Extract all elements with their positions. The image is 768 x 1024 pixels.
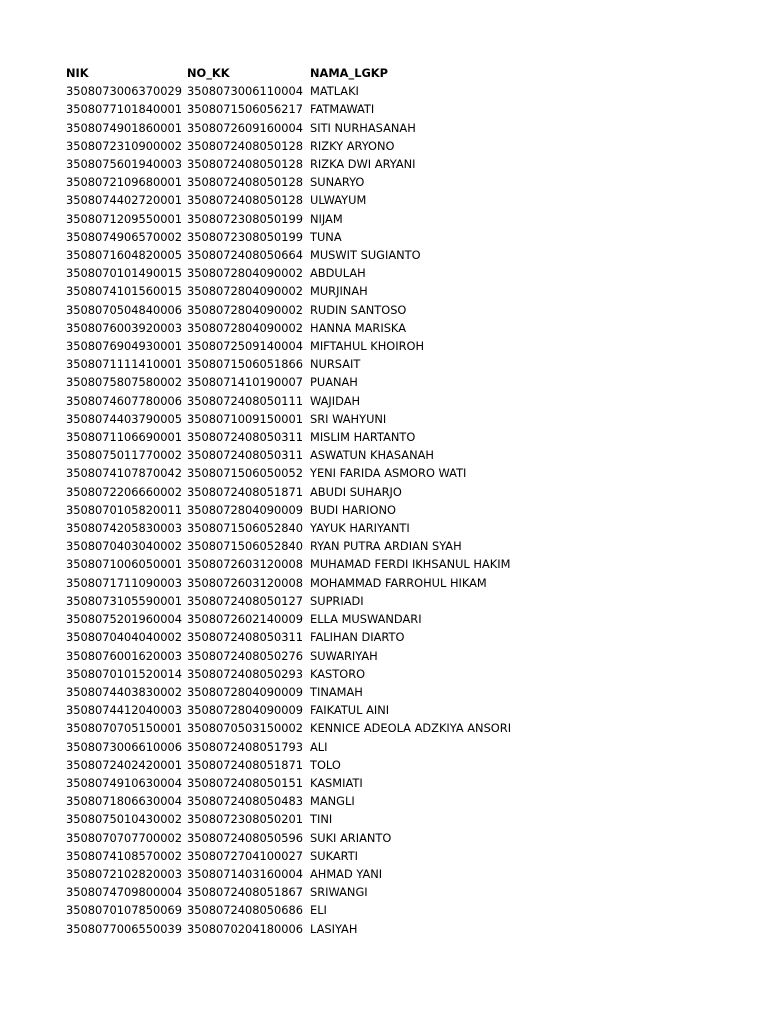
cell-nik: 3508070101520014 xyxy=(66,666,182,681)
cell-nama-lgkp: SUPRIADI xyxy=(310,593,364,608)
cell-nama-lgkp: MOHAMMAD FARROHUL HIKAM xyxy=(310,575,487,590)
table-row xyxy=(66,665,570,683)
table-row xyxy=(66,100,570,118)
cell-no-kk: 3508072408050128 xyxy=(187,157,303,172)
table-row xyxy=(66,428,570,446)
cell-nama-lgkp: ASWATUN KHASANAH xyxy=(310,448,434,463)
cell-nama-lgkp: TOLO xyxy=(310,757,341,772)
cell-nama-lgkp: MURJINAH xyxy=(310,284,368,299)
cell-nama-lgkp: MATLAKI xyxy=(310,84,359,99)
cell-nik: 3508071209550001 xyxy=(66,211,182,226)
table-row xyxy=(66,210,570,228)
cell-no-kk: 3508072704100027 xyxy=(187,848,303,863)
table-body xyxy=(66,82,570,938)
cell-nik: 3508075807580002 xyxy=(66,375,182,390)
cell-nik: 3508074402720001 xyxy=(66,193,182,208)
cell-no-kk: 3508072408051867 xyxy=(187,885,303,900)
cell-nama-lgkp: ABDULAH xyxy=(310,266,366,281)
cell-nik: 3508074906570002 xyxy=(66,229,182,244)
cell-nik: 3508070105820011 xyxy=(66,502,182,517)
cell-nama-lgkp: MIFTAHUL KHOIROH xyxy=(310,339,425,354)
cell-nama-lgkp: KENNICE ADEOLA ADZKIYA ANSORI xyxy=(310,721,512,736)
cell-no-kk: 3508072408050311 xyxy=(187,630,303,645)
cell-no-kk: 3508072408050311 xyxy=(187,448,303,463)
cell-no-kk: 3508071506052840 xyxy=(187,539,303,554)
cell-nama-lgkp: LASIYAH xyxy=(310,921,358,936)
cell-nik: 3508075010430002 xyxy=(66,812,182,827)
cell-nik: 3508074607780006 xyxy=(66,393,182,408)
table-row xyxy=(66,119,570,137)
cell-nama-lgkp: ELI xyxy=(310,903,327,918)
cell-nama-lgkp: KASTORO xyxy=(310,666,366,681)
cell-nik: 3508074108570002 xyxy=(66,848,182,863)
cell-nama-lgkp: RYAN PUTRA ARDIAN SYAH xyxy=(310,539,462,554)
cell-no-kk: 3508072603120008 xyxy=(187,557,303,572)
cell-nik: 3508074910630004 xyxy=(66,775,182,790)
cell-no-kk: 3508072609160004 xyxy=(187,120,303,135)
cell-nama-lgkp: ULWAYUM xyxy=(310,193,367,208)
cell-no-kk: 3508073006110004 xyxy=(187,84,303,99)
cell-no-kk: 3508071506056217 xyxy=(187,102,303,117)
cell-nama-lgkp: FAIKATUL AINI xyxy=(310,703,390,718)
cell-nama-lgkp: HANNA MARISKA xyxy=(310,320,406,335)
cell-nik: 3508076001620003 xyxy=(66,648,182,663)
table-row xyxy=(66,610,570,628)
cell-nik: 3508076904930001 xyxy=(66,339,182,354)
cell-no-kk: 3508072408050128 xyxy=(187,175,303,190)
cell-nama-lgkp: RIZKY ARYONO xyxy=(310,138,395,153)
cell-nik: 3508070403040002 xyxy=(66,539,182,554)
cell-nama-lgkp: ABUDI SUHARJO xyxy=(310,484,402,499)
cell-no-kk: 3508072408050276 xyxy=(187,648,303,663)
table-row xyxy=(66,555,570,573)
table-row xyxy=(66,574,570,592)
cell-nama-lgkp: ELLA MUSWANDARI xyxy=(310,612,422,627)
table-row xyxy=(66,282,570,300)
cell-nama-lgkp: SUKARTI xyxy=(310,848,359,863)
cell-nama-lgkp: MUHAMAD FERDI IKHSANUL HAKIM xyxy=(310,557,511,572)
cell-nik: 3508074403790005 xyxy=(66,411,182,426)
cell-nik: 3508071111410001 xyxy=(66,357,182,372)
table-row xyxy=(66,628,570,646)
cell-no-kk: 3508072308050199 xyxy=(187,211,303,226)
cell-nik: 3508070705150001 xyxy=(66,721,182,736)
cell-nama-lgkp: SRIWANGI xyxy=(310,885,368,900)
table-row xyxy=(66,373,570,391)
table-row xyxy=(66,173,570,191)
cell-nama-lgkp: TINI xyxy=(310,812,333,827)
cell-nama-lgkp: BUDI HARIONO xyxy=(310,502,396,517)
cell-no-kk: 3508072804090002 xyxy=(187,266,303,281)
cell-nik: 3508074107870042 xyxy=(66,466,182,481)
cell-no-kk: 3508071506052840 xyxy=(187,521,303,536)
cell-no-kk: 3508072804090002 xyxy=(187,320,303,335)
cell-nama-lgkp: MANGLI xyxy=(310,794,355,809)
cell-nama-lgkp: PUANAH xyxy=(310,375,358,390)
table-row xyxy=(66,191,570,209)
cell-no-kk: 3508072603120008 xyxy=(187,575,303,590)
cell-nik: 3508076003920003 xyxy=(66,320,182,335)
table-row xyxy=(66,337,570,355)
table-row xyxy=(66,719,570,737)
table-row xyxy=(66,774,570,792)
cell-nama-lgkp: MISLIM HARTANTO xyxy=(310,430,416,445)
cell-nama-lgkp: FALIHAN DIARTO xyxy=(310,630,405,645)
cell-nik: 3508074403830002 xyxy=(66,684,182,699)
table-row xyxy=(66,246,570,264)
cell-nik: 3508074709800004 xyxy=(66,885,182,900)
data-table xyxy=(66,64,570,938)
cell-nama-lgkp: TINAMAH xyxy=(310,684,363,699)
header-no-kk: NO_KK xyxy=(187,66,230,80)
cell-no-kk: 3508072509140004 xyxy=(187,339,303,354)
table-row xyxy=(66,501,570,519)
cell-no-kk: 3508072408050293 xyxy=(187,666,303,681)
cell-no-kk: 3508072408050128 xyxy=(187,193,303,208)
table-row xyxy=(66,483,570,501)
table-row xyxy=(66,264,570,282)
table-row xyxy=(66,701,570,719)
cell-no-kk: 3508072408051871 xyxy=(187,484,303,499)
cell-nik: 3508072402420001 xyxy=(66,757,182,772)
spreadsheet-page xyxy=(66,64,570,938)
table-row xyxy=(66,446,570,464)
cell-nama-lgkp: YENI FARIDA ASMORO WATI xyxy=(310,466,467,481)
table-row xyxy=(66,738,570,756)
cell-nama-lgkp: SUKI ARIANTO xyxy=(310,830,392,845)
cell-no-kk: 3508072804090002 xyxy=(187,284,303,299)
cell-no-kk: 3508072408051871 xyxy=(187,757,303,772)
cell-no-kk: 3508072408050483 xyxy=(187,794,303,809)
cell-nik: 3508070101490015 xyxy=(66,266,182,281)
table-row xyxy=(66,355,570,373)
table-row xyxy=(66,792,570,810)
table-row xyxy=(66,155,570,173)
cell-nama-lgkp: SRI WAHYUNI xyxy=(310,411,387,426)
cell-nik: 3508074412040003 xyxy=(66,703,182,718)
table-row xyxy=(66,901,570,919)
table-row xyxy=(66,592,570,610)
cell-nama-lgkp: SUWARIYAH xyxy=(310,648,378,663)
cell-nik: 3508077101840001 xyxy=(66,102,182,117)
cell-nik: 3508074205830003 xyxy=(66,521,182,536)
cell-nama-lgkp: MUSWIT SUGIANTO xyxy=(310,248,421,263)
cell-no-kk: 3508072408050151 xyxy=(187,775,303,790)
cell-no-kk: 3508071506051866 xyxy=(187,357,303,372)
cell-nik: 3508072102820003 xyxy=(66,866,182,881)
cell-no-kk: 3508072408050311 xyxy=(187,430,303,445)
cell-nama-lgkp: TUNA xyxy=(310,229,342,244)
table-row xyxy=(66,82,570,100)
cell-nik: 3508072310900002 xyxy=(66,138,182,153)
cell-no-kk: 3508072408050686 xyxy=(187,903,303,918)
cell-nama-lgkp: NIJAM xyxy=(310,211,343,226)
cell-no-kk: 3508071506050052 xyxy=(187,466,303,481)
cell-nik: 3508071806630004 xyxy=(66,794,182,809)
table-row xyxy=(66,301,570,319)
cell-nik: 3508071604820005 xyxy=(66,248,182,263)
table-row xyxy=(66,829,570,847)
cell-nama-lgkp: SUNARYO xyxy=(310,175,365,190)
cell-no-kk: 3508072804090009 xyxy=(187,502,303,517)
cell-nik: 3508071106690001 xyxy=(66,430,182,445)
table-row xyxy=(66,647,570,665)
cell-nik: 3508073105590001 xyxy=(66,593,182,608)
cell-nik: 3508075011770002 xyxy=(66,448,182,463)
cell-nama-lgkp: SITI NURHASANAH xyxy=(310,120,416,135)
cell-nama-lgkp: AHMAD YANI xyxy=(310,866,383,881)
cell-nik: 3508074901860001 xyxy=(66,120,182,135)
cell-nik: 3508075201960004 xyxy=(66,612,182,627)
cell-nik: 3508072109680001 xyxy=(66,175,182,190)
cell-nama-lgkp: FATMAWATI xyxy=(310,102,375,117)
cell-nama-lgkp: KASMIATI xyxy=(310,775,363,790)
cell-no-kk: 3508072408050127 xyxy=(187,593,303,608)
table-row xyxy=(66,410,570,428)
table-row xyxy=(66,810,570,828)
table-row xyxy=(66,847,570,865)
table-row xyxy=(66,920,570,938)
cell-nik: 3508070404040002 xyxy=(66,630,182,645)
cell-no-kk: 3508072804090009 xyxy=(187,684,303,699)
cell-no-kk: 3508072408050111 xyxy=(187,393,303,408)
cell-no-kk: 3508072308050201 xyxy=(187,812,303,827)
cell-nik: 3508074101560015 xyxy=(66,284,182,299)
cell-no-kk: 3508072408050596 xyxy=(187,830,303,845)
cell-no-kk: 3508072602140009 xyxy=(187,612,303,627)
cell-no-kk: 3508071403160004 xyxy=(187,866,303,881)
cell-no-kk: 3508072804090009 xyxy=(187,703,303,718)
table-row xyxy=(66,392,570,410)
cell-nik: 3508071711090003 xyxy=(66,575,182,590)
cell-nik: 3508075601940003 xyxy=(66,157,182,172)
table-row xyxy=(66,464,570,482)
cell-nama-lgkp: RUDIN SANTOSO xyxy=(310,302,407,317)
cell-nik: 3508070707700002 xyxy=(66,830,182,845)
table-row xyxy=(66,537,570,555)
cell-no-kk: 3508070204180006 xyxy=(187,921,303,936)
cell-no-kk: 3508072408050664 xyxy=(187,248,303,263)
header-nama-lgkp: NAMA_LGKP xyxy=(310,66,388,80)
cell-no-kk: 3508070503150002 xyxy=(187,721,303,736)
cell-nik: 3508072206660002 xyxy=(66,484,182,499)
cell-nama-lgkp: NURSAIT xyxy=(310,357,361,372)
cell-nik: 3508070107850069 xyxy=(66,903,182,918)
cell-nama-lgkp: RIZKA DWI ARYANI xyxy=(310,157,416,172)
table-row xyxy=(66,228,570,246)
cell-no-kk: 3508072308050199 xyxy=(187,229,303,244)
table-row xyxy=(66,519,570,537)
cell-nama-lgkp: ALI xyxy=(310,739,328,754)
cell-nama-lgkp: YAYUK HARIYANTI xyxy=(310,521,410,536)
cell-nik: 3508073006370029 xyxy=(66,84,182,99)
table-row xyxy=(66,756,570,774)
cell-no-kk: 3508071009150001 xyxy=(187,411,303,426)
header-nik: NIK xyxy=(66,66,89,80)
cell-nik: 3508077006550039 xyxy=(66,921,182,936)
cell-nik: 3508071006050001 xyxy=(66,557,182,572)
cell-no-kk: 3508072804090002 xyxy=(187,302,303,317)
table-row xyxy=(66,683,570,701)
cell-no-kk: 3508071410190007 xyxy=(187,375,303,390)
table-row xyxy=(66,883,570,901)
cell-no-kk: 3508072408050128 xyxy=(187,138,303,153)
cell-no-kk: 3508072408051793 xyxy=(187,739,303,754)
table-row xyxy=(66,137,570,155)
cell-nama-lgkp: WAJIDAH xyxy=(310,393,361,408)
cell-nik: 3508073006610006 xyxy=(66,739,182,754)
table-row xyxy=(66,865,570,883)
header-row xyxy=(66,64,570,82)
cell-nik: 3508070504840006 xyxy=(66,302,182,317)
table-row xyxy=(66,319,570,337)
